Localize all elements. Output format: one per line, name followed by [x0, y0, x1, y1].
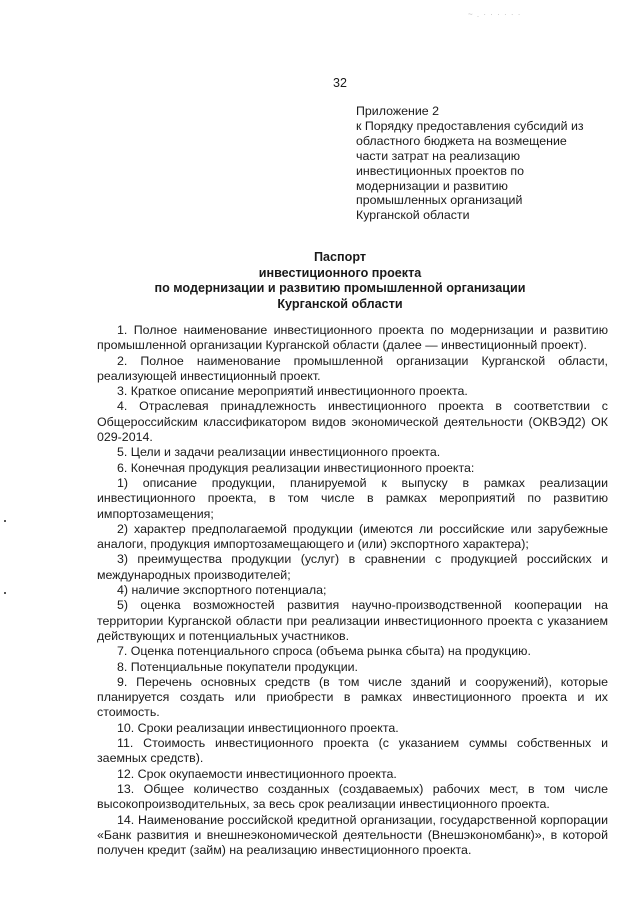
document-title	[100, 250, 580, 312]
appendix-line: Курганской области	[356, 208, 470, 223]
paragraph-item-14: 14. Наименование российской кредитной организации, государственной корпорации «Банк развития и внешнеэкономической деятельности (Внешэкономбанк)», в которой получен кредит (займ) на реализацию инвестиционного проекта.	[97, 812, 608, 858]
paragraph-item-7: 7. Оценка потенциального спроса (объема рынка сбыта) на продукцию.	[117, 644, 531, 659]
scan-artifact: ~ . · · · · · ·	[468, 10, 522, 19]
paragraph-item-10: 10. Сроки реализации инвестиционного проекта.	[117, 720, 399, 735]
appendix-line: части затрат на реализацию	[356, 148, 521, 163]
appendix-line: модернизации и развитию	[356, 178, 508, 193]
document-body	[97, 323, 608, 858]
title-line: Курганской области	[277, 296, 403, 311]
paragraph-subitem-6-1: 1) описание продукции, планируемой к выпуску в рамках реализации инвестиционного проекта, в том числе в рамках мероприятий по развитию импортозамещения;	[97, 475, 608, 521]
paragraph-subitem-6-3: 3) преимущества продукции (услуг) в сравнении с продукцией российских и международных производителей;	[97, 552, 608, 582]
appendix-line: инвестиционных проектов по	[356, 163, 525, 178]
paragraph-subitem-6-5: 5) оценка возможностей развития научно-производственной кооперации на территории Курганской области при реализации инвестиционного проекта с указанием действующих и потенциальных участников.	[97, 598, 608, 643]
appendix-line: областного бюджета на возмещение	[356, 133, 567, 148]
paragraph-item-8: 8. Потенциальные покупатели продукции.	[117, 659, 358, 674]
appendix-line: промышленных организаций	[356, 193, 523, 208]
paragraph-item-11: 11. Стоимость инвестиционного проекта (с указанием суммы собственных и заемных средств).	[97, 736, 608, 766]
appendix-header	[356, 104, 616, 223]
title-line: Паспорт	[313, 250, 367, 264]
paragraph-item-3: 3. Краткое описание мероприятий инвестиционного проекта.	[117, 384, 468, 399]
title-line: по модернизации и развитию промышленной организации	[154, 281, 526, 296]
margin-mark	[4, 592, 6, 594]
paragraph-item-9: 9. Перечень основных средств (в том числе зданий и сооружений), которые планируется создать или приобрести в рамках инвестиционного проекта и их стоимость.	[97, 674, 608, 720]
appendix-line: Приложение 2	[356, 104, 440, 118]
appendix-line: к Порядку предоставления субсидий из	[356, 118, 584, 133]
margin-mark	[4, 520, 6, 522]
paragraph-item-6: 6. Конечная продукция реализации инвестиционного проекта:	[117, 460, 475, 475]
paragraph-subitem-6-2: 2) характер предполагаемой продукции (имеются ли российские или зарубежные аналоги, продукция импортозамещающего и (или) экспортного характера);	[97, 521, 608, 552]
paragraph-item-4: 4. Отраслевая принадлежность инвестиционного проекта в соответствии с Общероссийским классификатором видов экономической деятельности (ОКВЭД2) ОК 029-2014.	[97, 399, 608, 445]
paragraph-item-2: 2. Полное наименование промышленной организации Курганской области, реализующей инвестиционный проект.	[97, 353, 608, 383]
paragraph-subitem-6-4: 4) наличие экспортного потенциала;	[117, 583, 327, 598]
paragraph-item-1: 1. Полное наименование инвестиционного проекта по модернизации и развитию промышленной организации Курганской области (далее — инвестиционный проект).	[97, 323, 608, 353]
title-line: инвестиционного проекта	[258, 265, 422, 280]
paragraph-item-12: 12. Срок окупаемости инвестиционного проекта.	[117, 766, 397, 781]
paragraph-item-13: 13. Общее количество созданных (создаваемых) рабочих мест, в том числе высокопроизводительных, за весь срок реализации инвестиционного проекта.	[97, 781, 608, 812]
paragraph-item-5: 5. Цели и задачи реализации инвестиционного проекта.	[117, 445, 441, 460]
page-number: 32	[333, 76, 347, 90]
